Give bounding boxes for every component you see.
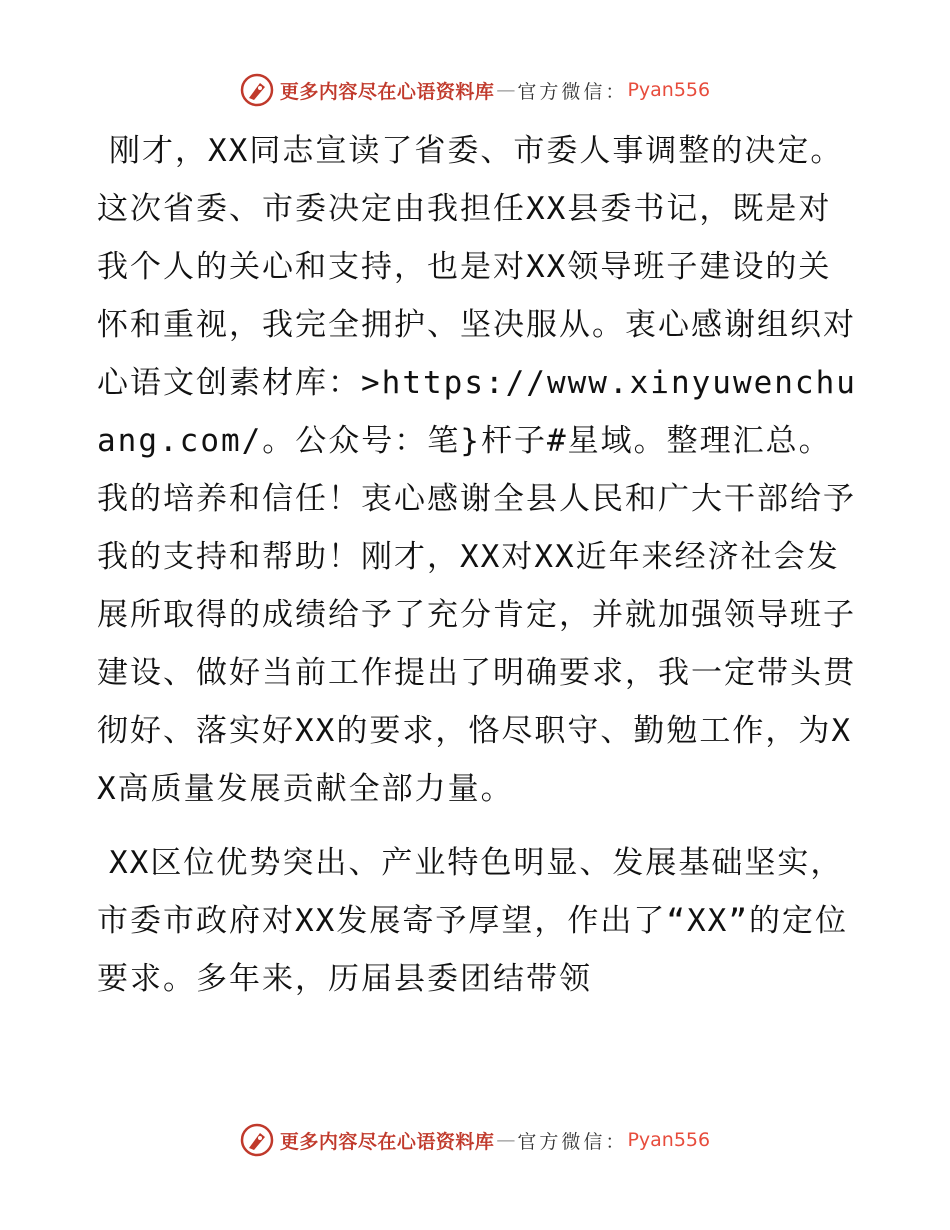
- footer-watermark-banner: [0, 1120, 950, 1160]
- paragraph-2: XX区位优势突出、产业特色明显、发展基础坚实，市委市政府对XX发展寄予厚望，作出了“XX”的定位要求。多年来，历届县委团结带领: [97, 845, 848, 997]
- paragraph-1: 刚才，XX同志宣读了省委、市委人事调整的决定。这次省委、市委决定由我担任XX县委书记，既是对我个人的关心和支持，也是对XX领导班子建设的关怀和重视，我完全拥护、坚决服从。衷心感谢组织对心语文创素材库：>https://www.xinyuwenchuang.com/。公众号：笔}杆子#星域。整理汇总。我的培养和信任！衷心感谢全县人民和广大干部给予我的支持和帮助！刚才，XX对XX近年来经济社会发展所取得的成绩给予了充分肯定，并就加强领导班子建设、做好当前工作提出了明确要求，我一定带头贯彻好、落实好XX的要求，恪尽职守、勤勉工作，为XX高质量发展贡献全部力量。: [97, 133, 857, 807]
- banner-wechat-handle: Pyan556: [627, 79, 711, 101]
- banner-brand-text: 更多内容尽在心语资料库: [279, 1130, 495, 1153]
- pen-nib-logo-icon: [240, 73, 274, 107]
- pen-nib-logo-icon: [240, 1123, 274, 1157]
- banner-label-text: 官方微信：: [517, 1130, 628, 1153]
- banner-wechat-handle: Pyan556: [627, 1129, 711, 1151]
- document-body: [97, 122, 857, 1008]
- banner-separator: —: [496, 1129, 516, 1151]
- banner-label-text: 官方微信：: [517, 80, 628, 103]
- banner-separator: —: [496, 79, 516, 101]
- banner-brand-text: 更多内容尽在心语资料库: [279, 80, 495, 103]
- header-watermark-banner: [0, 70, 950, 110]
